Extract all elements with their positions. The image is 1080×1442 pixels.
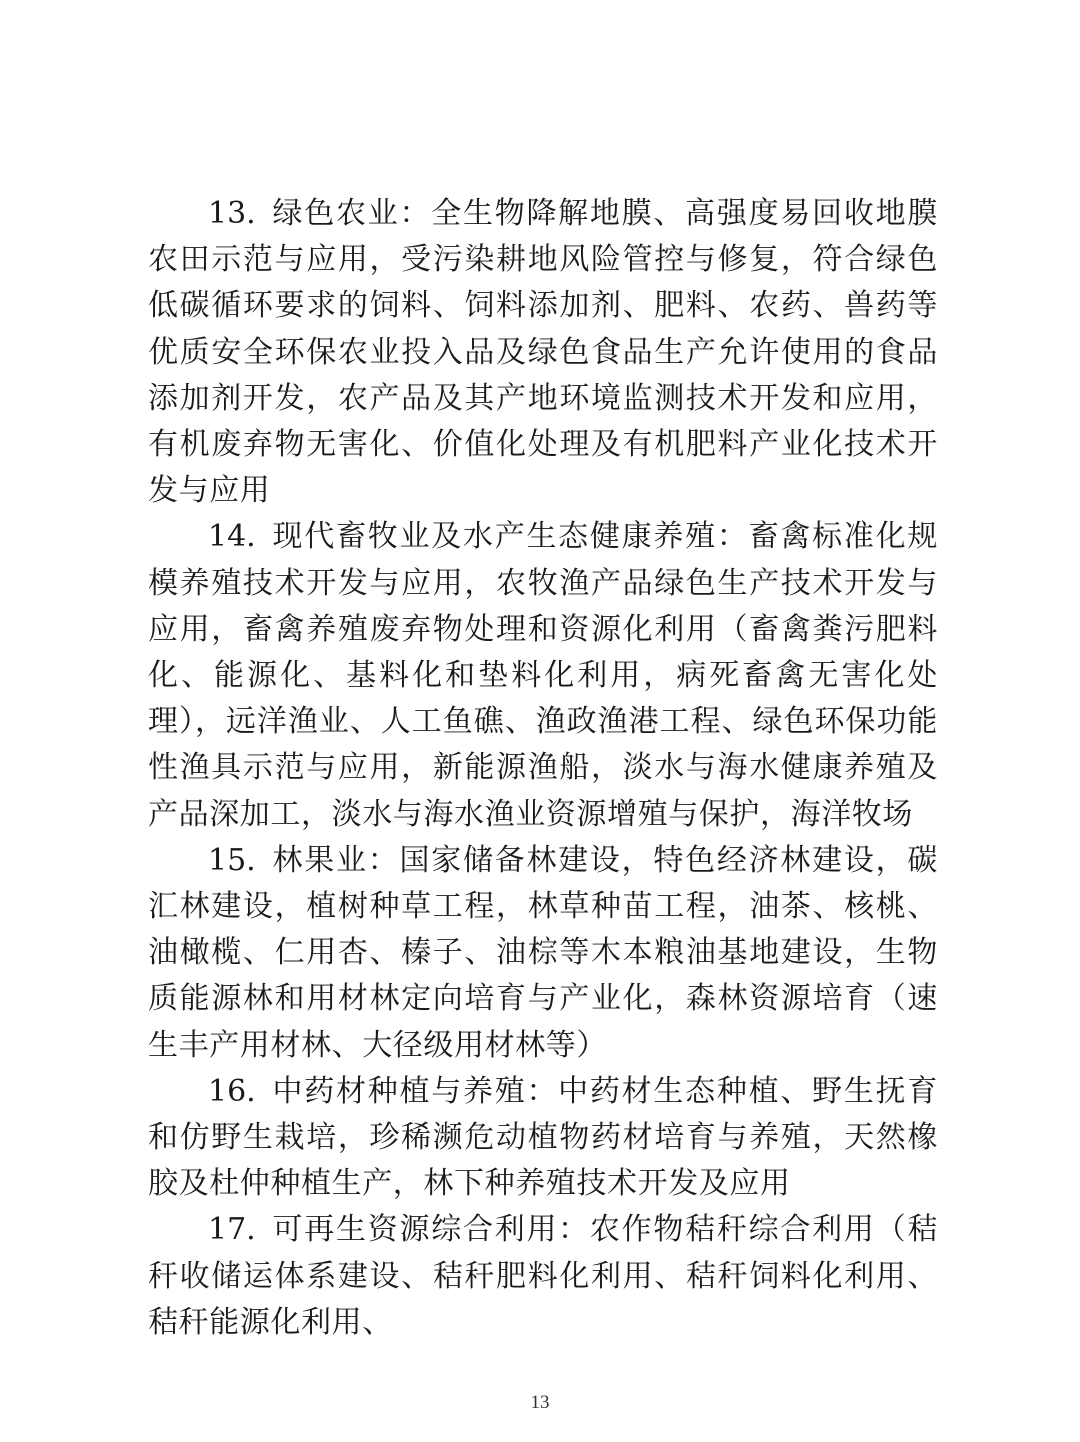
paragraph-15-number: 15. <box>208 842 256 878</box>
paragraph-17 <box>148 1207 938 1346</box>
paragraph-14-number: 14. <box>208 519 256 555</box>
paragraph-16-number: 16. <box>208 1073 256 1109</box>
page-number: 13 <box>530 1392 550 1413</box>
paragraph-17-text: 可再生资源综合利用：农作物秸秆综合利用（秸秆收储运体系建设、秸秆肥料化利用、秸秆饲料化利用、秸秆能源化利用、 <box>148 1212 938 1340</box>
document-body <box>148 191 938 1346</box>
paragraph-16-text: 中药材种植与养殖：中药材生态种植、野生抚育和仿野生栽培，珍稀濒危动植物药材培育与养殖，天然橡胶及杜仲种植生产，林下种养殖技术开发及应用 <box>148 1073 938 1202</box>
paragraph-13 <box>148 191 938 514</box>
paragraph-14-text: 现代畜牧业及水产生态健康养殖：畜禽标准化规模养殖技术开发与应用，农牧渔产品绿色生产技术开发与应用，畜禽养殖废弃物处理和资源化利用（畜禽粪污肥料化、能源化、基料化和垫料化利用，病死畜禽无害化处理），远洋渔业、人工鱼礁、渔政渔港工程、绿色环保功能性渔具示范与应用，新能源渔船，淡水与海水健康养殖及产品深加工，淡水与海水渔业资源增殖与保护，海洋牧场 <box>148 519 938 832</box>
paragraph-17-number: 17. <box>208 1212 256 1248</box>
paragraph-14 <box>148 514 938 837</box>
paragraph-15 <box>148 838 938 1069</box>
paragraph-15-text: 林果业：国家储备林建设，特色经济林建设，碳汇林建设，植树种草工程，林草种苗工程，油茶、核桃、油橄榄、仁用杏、榛子、油棕等木本粮油基地建设，生物质能源林和用材林定向培育与产业化，森林资源培育（速生丰产用材林、大径级用材林等） <box>148 842 938 1063</box>
paragraph-13-text: 绿色农业：全生物降解地膜、高强度易回收地膜农田示范与应用，受污染耕地风险管控与修复，符合绿色低碳循环要求的饲料、饲料添加剂、肥料、农药、兽药等优质安全环保农业投入品及绿色食品生产允许使用的食品添加剂开发，农产品及其产地环境监测技术开发和应用，有机废弃物无害化、价值化处理及有机肥料产业化技术开发与应用 <box>148 196 938 509</box>
paragraph-16 <box>148 1069 938 1208</box>
paragraph-13-number: 13. <box>208 196 256 231</box>
